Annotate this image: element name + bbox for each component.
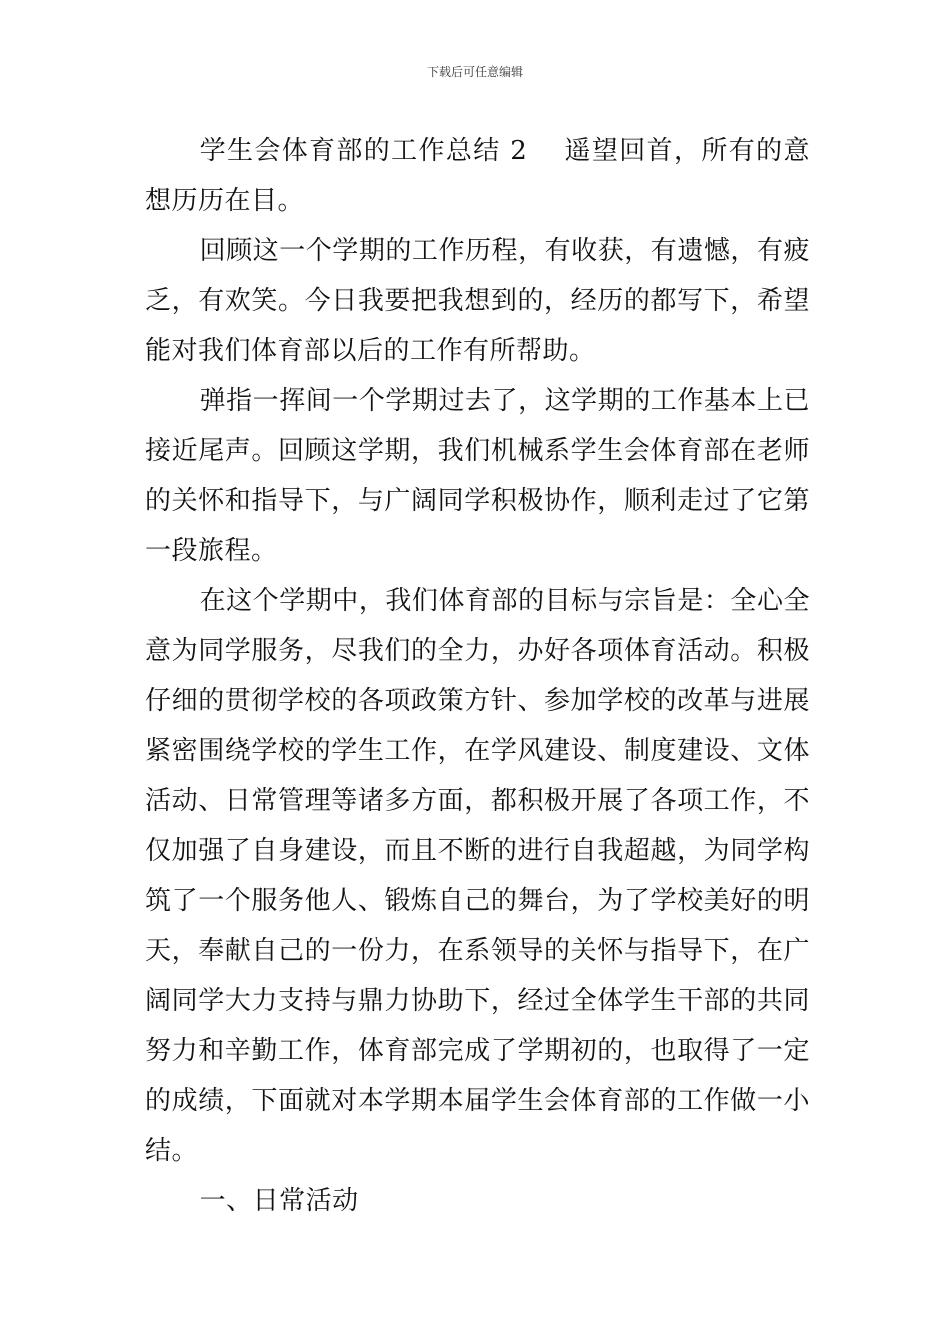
body-paragraph-1: 回顾这一个学期的工作历程，有收获，有遗憾，有疲乏，有欢笑。今日我要把我想到的，经历的都写下，希望能对我们体育部以后的工作有所帮助。	[145, 236, 810, 366]
page-header-note: 下载后可任意编辑	[426, 65, 523, 79]
document-title: 学生会体育部的工作总结 2	[199, 136, 528, 166]
document-body	[145, 126, 810, 1226]
intro-paragraph	[145, 126, 810, 226]
intro-text: 遥望回首，所有的意想历历在目。	[145, 136, 810, 216]
body-paragraph-2: 弹指一挥间一个学期过去了，这学期的工作基本上已接近尾声。回顾这学期，我们机械系学生会体育部在老师的关怀和指导下，与广阔同学积极协作，顺利走过了它第一段旅程。	[145, 386, 810, 566]
section-heading: 一、日常活动	[199, 1186, 359, 1216]
body-paragraph-3: 在这个学期中，我们体育部的目标与宗旨是：全心全意为同学服务，尽我们的全力，办好各项体育活动。积极仔细的贯彻学校的各项政策方针、参加学校的改革与进展紧密围绕学校的学生工作，在学风建设、制度建设、文体活动、日常管理等诸多方面，都积极开展了各项工作，不仅加强了自身建设，而且不断的进行自我超越，为同学构筑了一个服务他人、锻炼自己的舞台，为了学校美好的明天，奉献自己的一份力，在系领导的关怀与指导下，在广阔同学大力支持与鼎力协助下，经过全体学生干部的共同努力和辛勤工作，体育部完成了学期初的，也取得了一定的成绩，下面就对本学期本届学生会体育部的工作做一小结。	[145, 586, 810, 1166]
